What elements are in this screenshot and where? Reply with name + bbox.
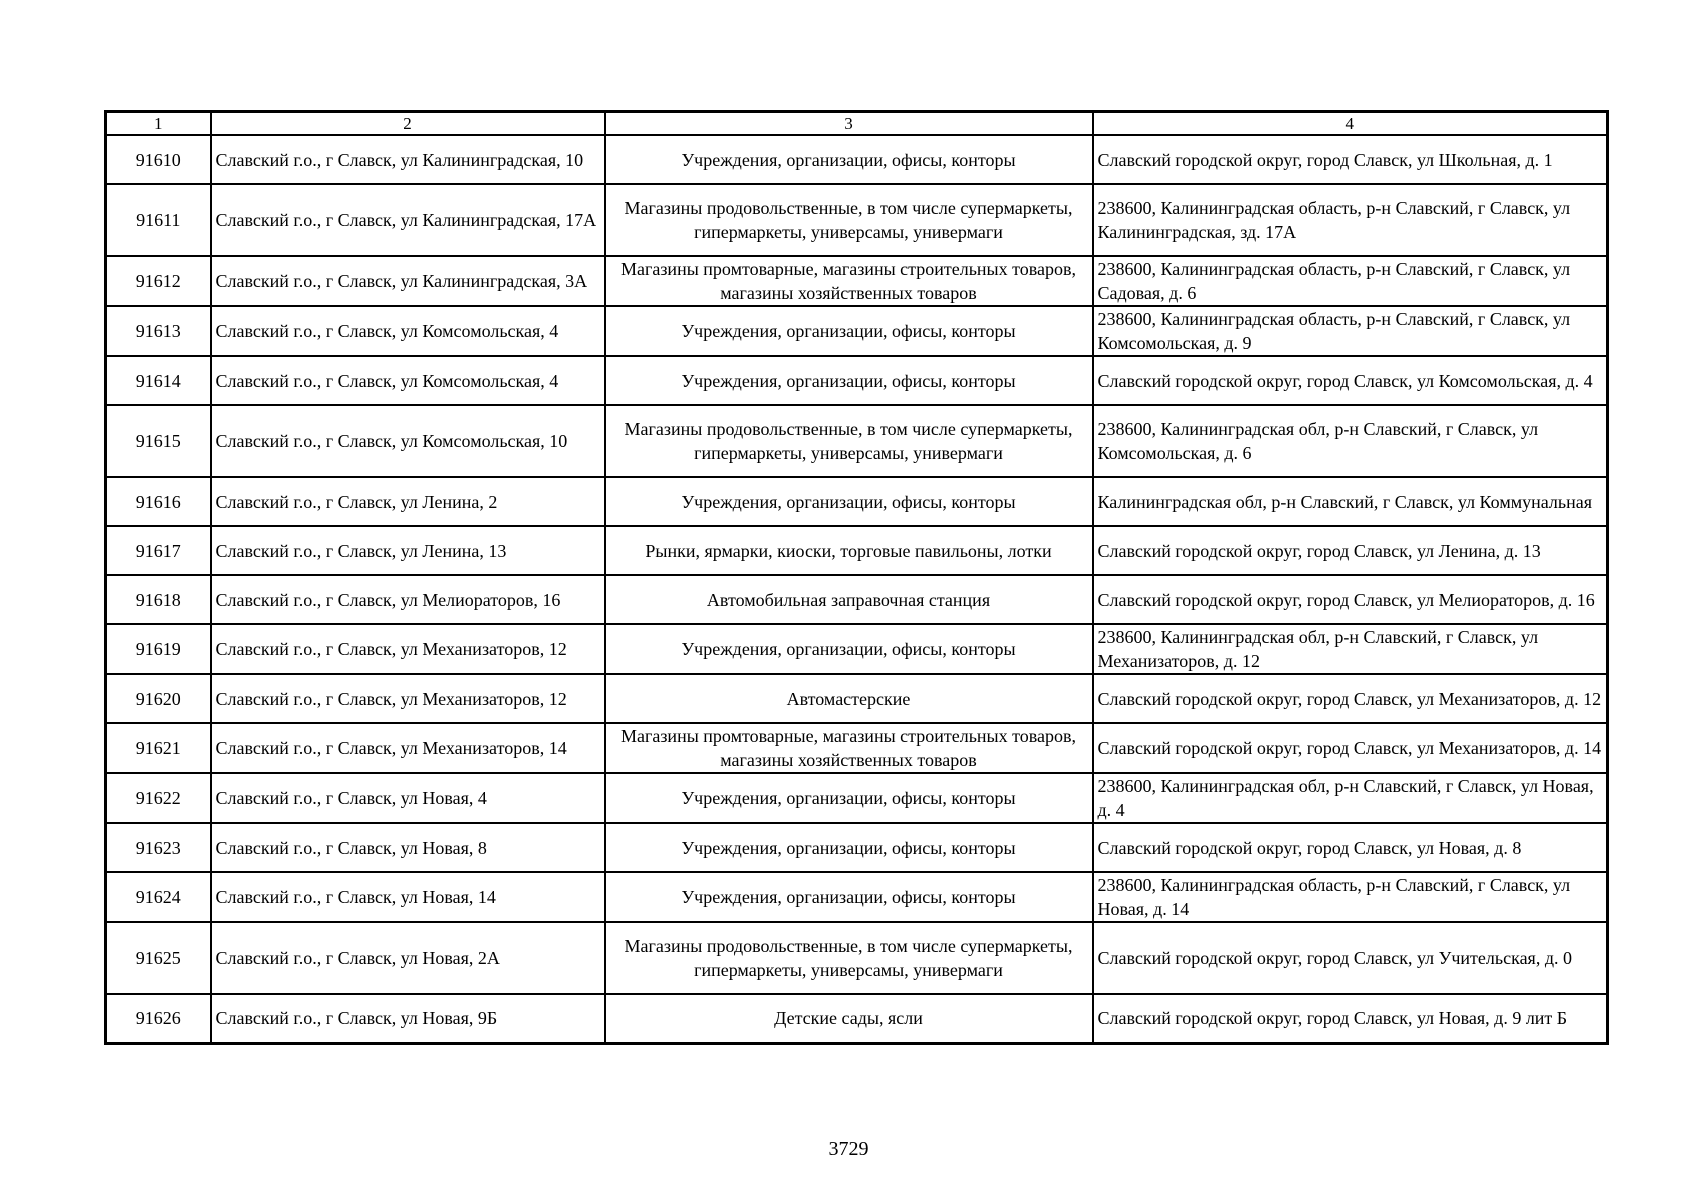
row-type-cell: Магазины промтоварные, магазины строительных товаров, магазины хозяйственных товаров	[605, 256, 1093, 306]
table-row	[106, 994, 1608, 1043]
row-type-cell: Магазины промтоварные, магазины строительных товаров, магазины хозяйственных товаров	[605, 723, 1093, 773]
table-row	[106, 823, 1608, 872]
row-id-cell: 91613	[106, 306, 211, 356]
row-address-cell: Славский г.о., г Славск, ул Новая, 2А	[211, 922, 605, 994]
row-location-cell: 238600, Калининградская обл, р-н Славский, г Славск, ул Механизаторов, д. 12	[1093, 624, 1608, 674]
row-type-cell: Учреждения, организации, офисы, конторы	[605, 773, 1093, 823]
row-type-cell: Учреждения, организации, офисы, конторы	[605, 823, 1093, 872]
row-address-cell: Славский г.о., г Славск, ул Механизаторов, 12	[211, 674, 605, 723]
row-address-cell: Славский г.о., г Славск, ул Механизаторов, 12	[211, 624, 605, 674]
row-address-cell: Славский г.о., г Славск, ул Комсомольская, 4	[211, 356, 605, 405]
row-location-cell: Славский городской округ, город Славск, ул Школьная, д. 1	[1093, 135, 1608, 184]
column-header-1: 1	[106, 112, 211, 136]
row-location-cell: Славский городской округ, город Славск, ул Механизаторов, д. 14	[1093, 723, 1608, 773]
table-row	[106, 184, 1608, 256]
row-address-cell: Славский г.о., г Славск, ул Комсомольская, 10	[211, 405, 605, 477]
row-type-cell: Детские сады, ясли	[605, 994, 1093, 1043]
row-id-cell: 91626	[106, 994, 211, 1043]
row-id-cell: 91611	[106, 184, 211, 256]
registry-table	[104, 110, 1609, 1045]
table-row	[106, 674, 1608, 723]
row-id-cell: 91619	[106, 624, 211, 674]
row-id-cell: 91618	[106, 575, 211, 624]
row-location-cell: 238600, Калининградская область, р-н Славский, г Славск, ул Калининградская, зд. 17А	[1093, 184, 1608, 256]
row-address-cell: Славский г.о., г Славск, ул Ленина, 13	[211, 526, 605, 575]
row-location-cell: Славский городской округ, город Славск, ул Новая, д. 8	[1093, 823, 1608, 872]
row-type-cell: Магазины продовольственные, в том числе супермаркеты, гипермаркеты, универсамы, универмаги	[605, 405, 1093, 477]
row-location-cell: 238600, Калининградская область, р-н Славский, г Славск, ул Садовая, д. 6	[1093, 256, 1608, 306]
row-id-cell: 91622	[106, 773, 211, 823]
table-row	[106, 306, 1608, 356]
row-type-cell: Учреждения, организации, офисы, конторы	[605, 135, 1093, 184]
table-row	[106, 477, 1608, 526]
header-row	[106, 112, 1608, 136]
row-location-cell: 238600, Калининградская область, р-н Славский, г Славск, ул Комсомольская, д. 9	[1093, 306, 1608, 356]
row-id-cell: 91621	[106, 723, 211, 773]
row-id-cell: 91615	[106, 405, 211, 477]
column-header-4: 4	[1093, 112, 1608, 136]
table-row	[106, 575, 1608, 624]
table-row	[106, 773, 1608, 823]
row-type-cell: Учреждения, организации, офисы, конторы	[605, 306, 1093, 356]
table-row	[106, 526, 1608, 575]
row-id-cell: 91617	[106, 526, 211, 575]
row-address-cell: Славский г.о., г Славск, ул Калининградская, 17А	[211, 184, 605, 256]
row-address-cell: Славский г.о., г Славск, ул Мелиораторов, 16	[211, 575, 605, 624]
row-id-cell: 91612	[106, 256, 211, 306]
row-id-cell: 91620	[106, 674, 211, 723]
row-address-cell: Славский г.о., г Славск, ул Новая, 4	[211, 773, 605, 823]
row-type-cell: Учреждения, организации, офисы, конторы	[605, 356, 1093, 405]
row-location-cell: 238600, Калининградская обл, р-н Славский, г Славск, ул Новая, д. 4	[1093, 773, 1608, 823]
table-row	[106, 256, 1608, 306]
row-id-cell: 91610	[106, 135, 211, 184]
row-type-cell: Учреждения, организации, офисы, конторы	[605, 477, 1093, 526]
row-location-cell: Славский городской округ, город Славск, ул Ленина, д. 13	[1093, 526, 1608, 575]
row-location-cell: Славский городской округ, город Славск, ул Новая, д. 9 лит Б	[1093, 994, 1608, 1043]
row-type-cell: Автомобильная заправочная станция	[605, 575, 1093, 624]
row-id-cell: 91616	[106, 477, 211, 526]
row-location-cell: Славский городской округ, город Славск, ул Учительская, д. 0	[1093, 922, 1608, 994]
row-address-cell: Славский г.о., г Славск, ул Калининградская, 10	[211, 135, 605, 184]
table-row	[106, 356, 1608, 405]
row-type-cell: Магазины продовольственные, в том числе супермаркеты, гипермаркеты, универсамы, универмаги	[605, 184, 1093, 256]
row-type-cell: Учреждения, организации, офисы, конторы	[605, 624, 1093, 674]
column-header-3: 3	[605, 112, 1093, 136]
row-address-cell: Славский г.о., г Славск, ул Ленина, 2	[211, 477, 605, 526]
row-type-cell: Автомастерские	[605, 674, 1093, 723]
row-address-cell: Славский г.о., г Славск, ул Комсомольская, 4	[211, 306, 605, 356]
row-location-cell: Славский городской округ, город Славск, ул Механизаторов, д. 12	[1093, 674, 1608, 723]
row-id-cell: 91624	[106, 872, 211, 922]
row-location-cell: Калининградская обл, р-н Славский, г Славск, ул Коммунальная	[1093, 477, 1608, 526]
row-type-cell: Магазины продовольственные, в том числе супермаркеты, гипермаркеты, универсамы, универмаги	[605, 922, 1093, 994]
column-header-2: 2	[211, 112, 605, 136]
row-location-cell: Славский городской округ, город Славск, ул Комсомольская, д. 4	[1093, 356, 1608, 405]
table-row	[106, 723, 1608, 773]
table-row	[106, 922, 1608, 994]
row-address-cell: Славский г.о., г Славск, ул Новая, 8	[211, 823, 605, 872]
row-address-cell: Славский г.о., г Славск, ул Новая, 9Б	[211, 994, 605, 1043]
row-id-cell: 91625	[106, 922, 211, 994]
page-number: 3729	[828, 1138, 869, 1160]
row-location-cell: 238600, Калининградская обл, р-н Славский, г Славск, ул Комсомольская, д. 6	[1093, 405, 1608, 477]
table-row	[106, 624, 1608, 674]
row-address-cell: Славский г.о., г Славск, ул Механизаторов, 14	[211, 723, 605, 773]
table-row	[106, 872, 1608, 922]
row-type-cell: Рынки, ярмарки, киоски, торговые павильоны, лотки	[605, 526, 1093, 575]
row-id-cell: 91614	[106, 356, 211, 405]
row-id-cell: 91623	[106, 823, 211, 872]
row-address-cell: Славский г.о., г Славск, ул Новая, 14	[211, 872, 605, 922]
table-row	[106, 135, 1608, 184]
row-address-cell: Славский г.о., г Славск, ул Калининградская, 3А	[211, 256, 605, 306]
row-type-cell: Учреждения, организации, офисы, конторы	[605, 872, 1093, 922]
table-row	[106, 405, 1608, 477]
row-location-cell: Славский городской округ, город Славск, ул Мелиораторов, д. 16	[1093, 575, 1608, 624]
row-location-cell: 238600, Калининградская область, р-н Славский, г Славск, ул Новая, д. 14	[1093, 872, 1608, 922]
